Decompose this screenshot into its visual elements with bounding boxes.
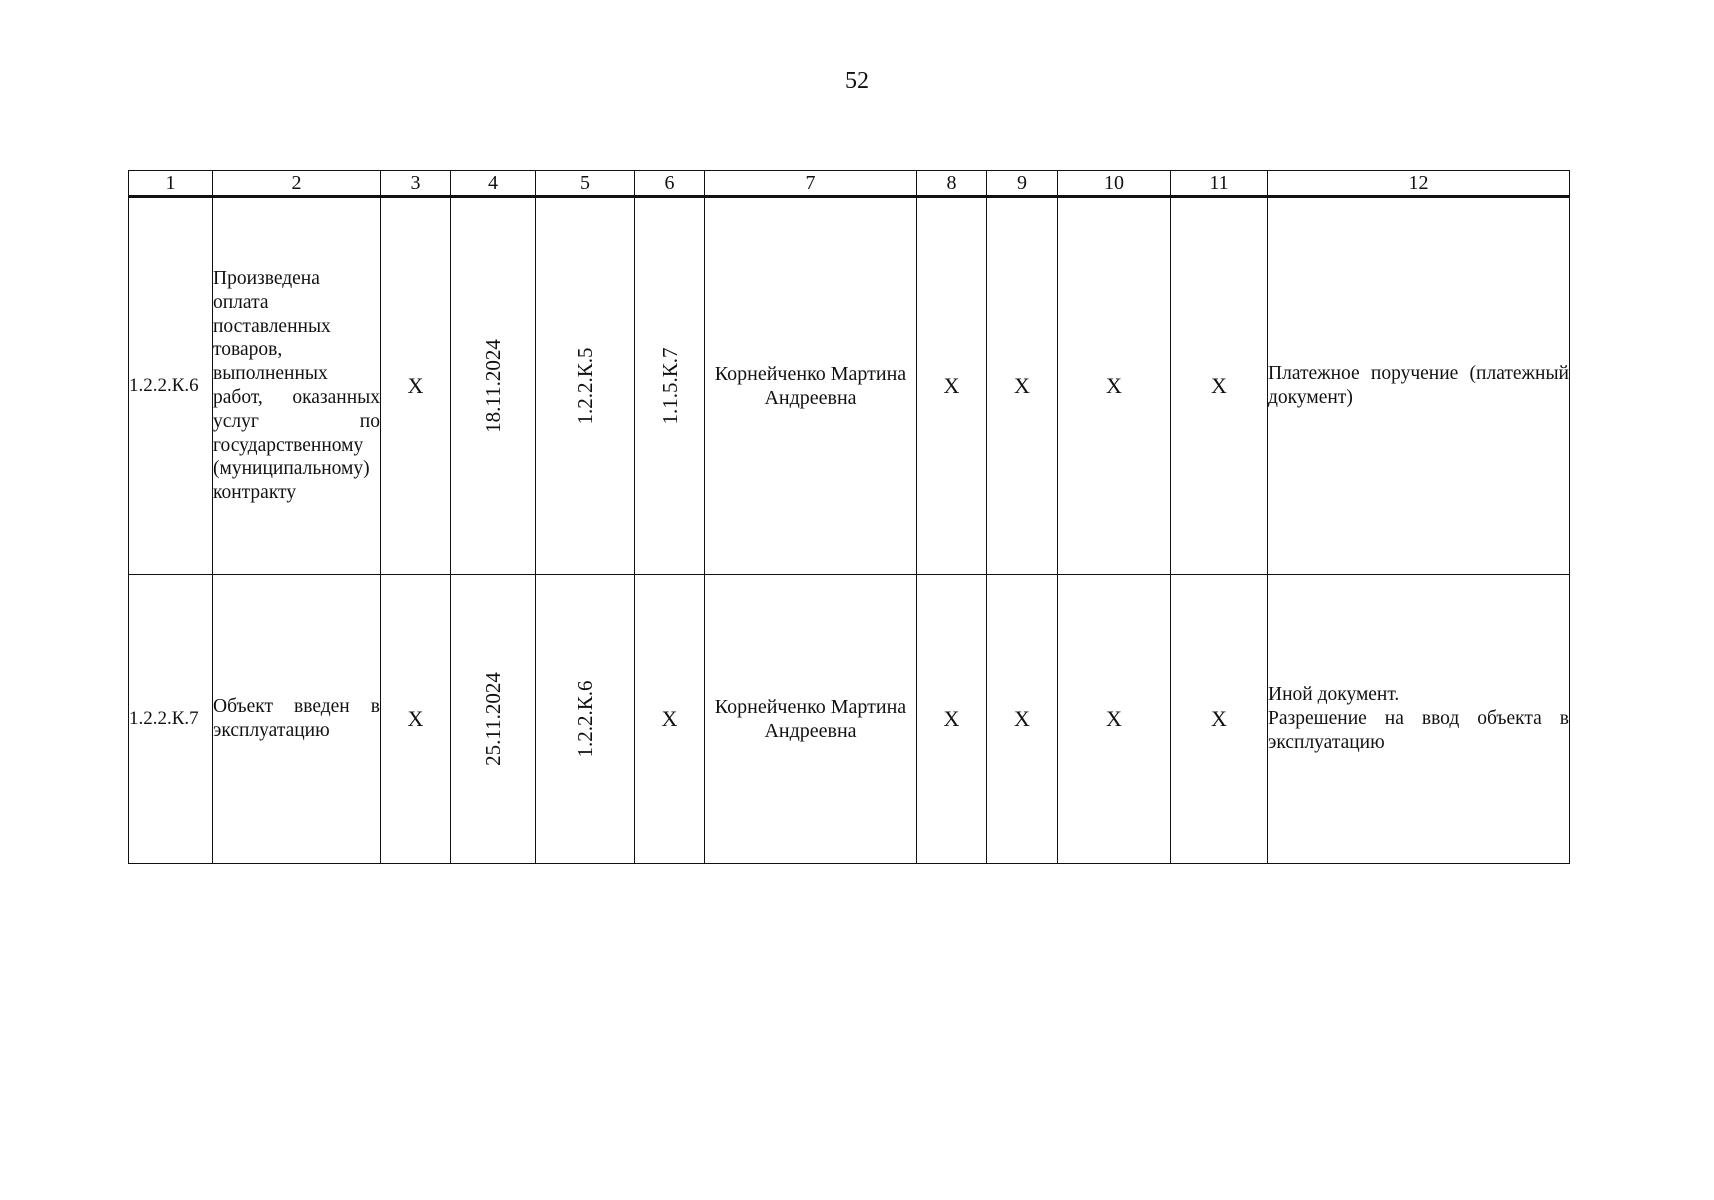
event-date: 18.11.2024 — [480, 339, 505, 433]
header-cell: 5 — [536, 171, 635, 197]
cell-col9: Х — [987, 575, 1058, 864]
cell-col11: Х — [1171, 575, 1268, 864]
event-code: 1.2.2.К.7 — [129, 575, 213, 864]
cell-col10: Х — [1058, 197, 1171, 575]
header-row — [129, 171, 1570, 197]
header-cell: 7 — [705, 171, 917, 197]
cell-col8: Х — [917, 197, 987, 575]
prev-event-code: 1.2.2.К.5 — [572, 347, 597, 425]
prev-cell — [536, 575, 635, 864]
next-event-code: Х — [635, 575, 705, 864]
next-cell — [635, 197, 705, 575]
cell-col3: Х — [381, 575, 451, 864]
document-cell — [1268, 575, 1570, 864]
responsible-person: Корнейченко Мартина Андреевна — [705, 575, 917, 864]
prev-cell — [536, 197, 635, 575]
header-cell: 10 — [1058, 171, 1171, 197]
header-cell: 6 — [635, 171, 705, 197]
header-cell: 4 — [451, 171, 536, 197]
next-event-code: 1.1.5.К.7 — [657, 347, 682, 425]
header-cell: 1 — [129, 171, 213, 197]
schedule-table — [128, 170, 1570, 864]
prev-event-code: 1.2.2.К.6 — [572, 680, 597, 758]
event-description: Объект введен в эксплуатацию — [213, 575, 381, 864]
header-cell: 3 — [381, 171, 451, 197]
document-cell — [1268, 197, 1570, 575]
header-cell: 11 — [1171, 171, 1268, 197]
header-cell: 8 — [917, 171, 987, 197]
date-cell — [451, 575, 536, 864]
document-name: Иной документ. — [1268, 684, 1400, 706]
cell-col10: Х — [1058, 575, 1171, 864]
cell-col11: Х — [1171, 197, 1268, 575]
header-cell: 2 — [213, 171, 381, 197]
table-row — [129, 575, 1570, 864]
cell-col3: Х — [381, 197, 451, 575]
responsible-person: Корнейченко Мартина Андреевна — [705, 197, 917, 575]
table-row — [129, 197, 1570, 575]
header-cell: 9 — [987, 171, 1058, 197]
header-cell: 12 — [1268, 171, 1570, 197]
event-code: 1.2.2.К.6 — [129, 197, 213, 575]
cell-col8: Х — [917, 575, 987, 864]
event-date: 25.11.2024 — [480, 672, 505, 766]
document-name: Разрешение на ввод объекта в эксплуатацию — [1268, 708, 1569, 753]
cell-col9: Х — [987, 197, 1058, 575]
page-number: 52 — [845, 68, 869, 94]
date-cell — [451, 197, 536, 575]
event-description: Произведена оплата поставленных товаров, выполненных работ, оказанных услуг по государственному (муниципальному) контракту — [213, 197, 381, 575]
document-name: Платежное поручение (платежный документ) — [1268, 363, 1569, 408]
